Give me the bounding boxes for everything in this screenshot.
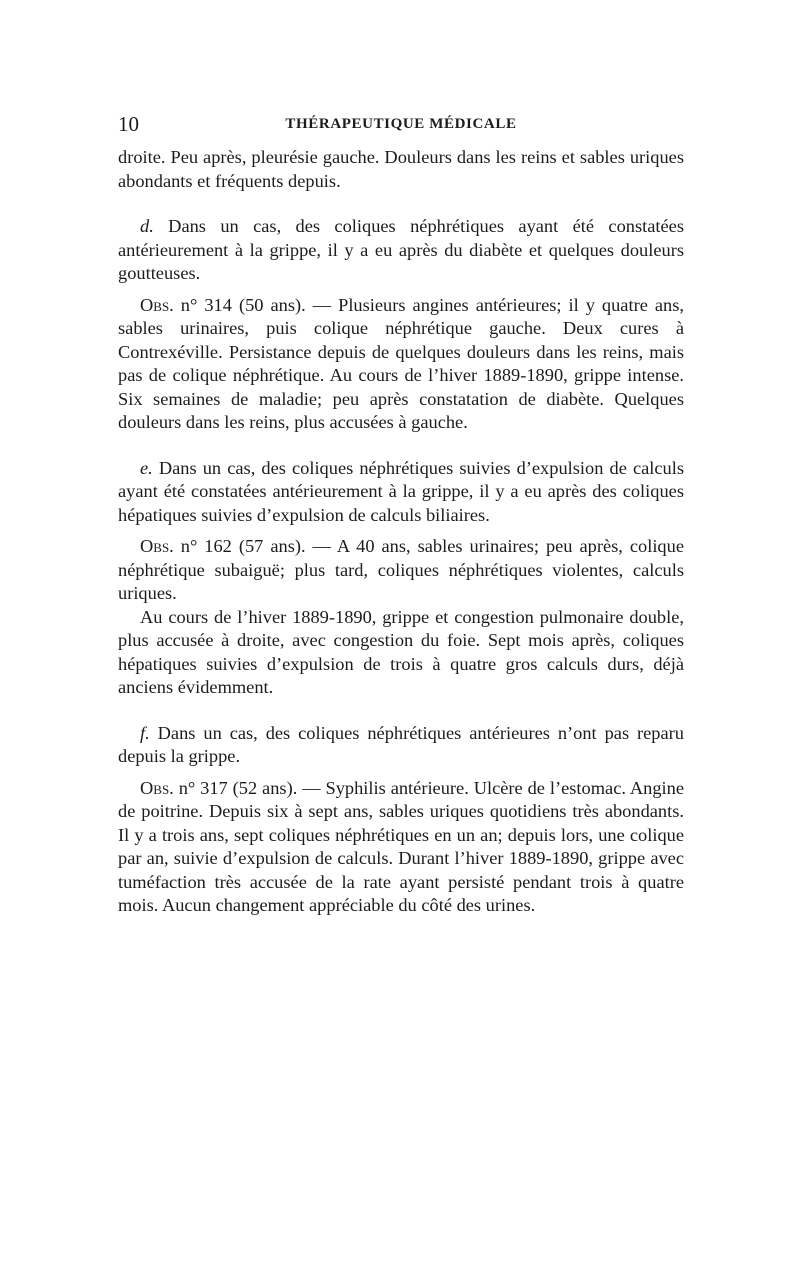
obs-label: Obs. xyxy=(140,777,174,798)
obs-label: Obs. xyxy=(140,536,174,556)
paragraph: Au cours de l’hiver 1889-1890, grippe et congestion pulmonaire double, plus accusée à droite, avec congestion du foie. Sept mois après, coliques hépatiques suivies d’expulsion de trois à quatre gros calculs durs, déjà anciens évidemment. xyxy=(118,606,684,697)
paragraph: d. Dans un cas, des coliques néphrétiques ayant été constatées antérieurement à la grippe, il y a eu après du diabète et quelques douleurs goutteuses. xyxy=(118,216,684,283)
section-label: d. xyxy=(140,216,154,236)
paragraph: Obs. n° 317 (52 ans). — Syphilis antérieure. Ulcère de l’estomac. Angine de poitrine. Depuis six à sept ans, sables uriques quotidiens très abondants. Il y a trois ans, sept coliques néphrétiques en un an; depuis lors, une colique par an, suivie d’expulsion de calculs. Durant l’hiver 1889-1890, grippe avec tuméfaction très accusée de la rate ayant persisté pendant trois à quatre mois. Aucun changement appréciable du côté des urines. xyxy=(118,777,684,915)
section-label: f. xyxy=(140,722,150,743)
page-header xyxy=(118,112,684,142)
section-label: e. xyxy=(140,457,153,478)
paragraph: Obs. n° 314 (50 ans). — Plusieurs angines antérieures; il y quatre ans, sables urinaires, puis colique néphrétique gauche. Deux cures à Contrexéville. Persistance depuis de quelques douleurs dans les reins, mais pas de colique néphrétique. Au cours de l’hiver 1889-1890, grippe intense. Six semaines de maladie; peu après constatation de diabète. Quelques douleurs dans les reins, plus accusées à gauche. xyxy=(118,294,684,432)
paragraph: Obs. n° 162 (57 ans). — A 40 ans, sables urinaires; peu après, colique néphrétique subaiguë; plus tard, coliques néphrétiques violentes, calculs uriques. xyxy=(118,536,684,603)
obs-label: Obs. xyxy=(140,294,174,315)
paragraph: f. Dans un cas, des coliques néphrétiques antérieures n’ont pas reparu depuis la grippe. xyxy=(118,722,684,766)
page-body xyxy=(118,146,684,918)
running-title: THÉRAPEUTIQUE MÉDICALE xyxy=(285,116,517,132)
page-number: 10 xyxy=(118,112,139,136)
paragraph: e. Dans un cas, des coliques néphrétiques suivies d’expulsion de calculs ayant été constatées antérieurement à la grippe, il y a eu après des coliques hépatiques suivies d’expulsion de calculs biliaires. xyxy=(118,457,684,525)
paragraph: droite. Peu après, pleurésie gauche. Douleurs dans les reins et sables uriques abondants et fréquents depuis. xyxy=(118,147,684,191)
